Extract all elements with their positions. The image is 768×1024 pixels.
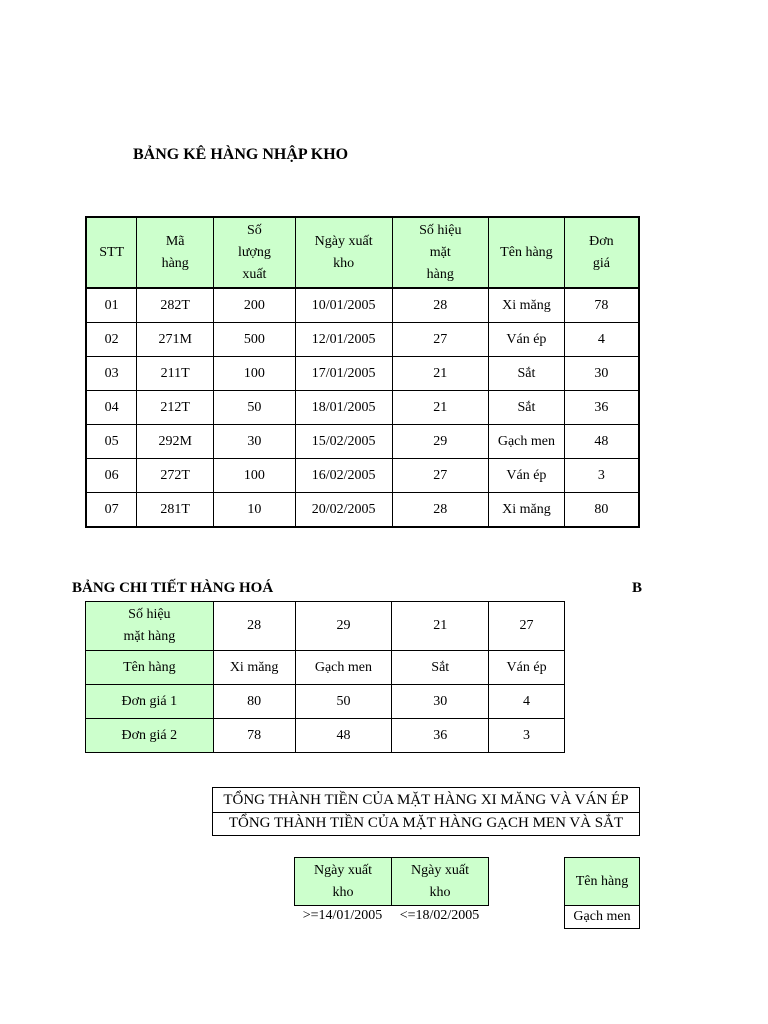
detail-cell: 48 bbox=[295, 719, 392, 753]
detail-cell: 78 bbox=[213, 719, 295, 753]
main-header-cell bbox=[564, 217, 639, 288]
main-cell: Xi măng bbox=[489, 493, 565, 528]
main-cell: 21 bbox=[392, 391, 489, 425]
stock-import-table bbox=[85, 216, 640, 528]
main-cell: 100 bbox=[214, 459, 296, 493]
detail-cell: 3 bbox=[489, 719, 565, 753]
main-table-header-row bbox=[86, 217, 639, 288]
detail-cell: 21 bbox=[392, 602, 489, 651]
main-cell: 211T bbox=[137, 357, 214, 391]
main-cell: Sắt bbox=[489, 357, 565, 391]
name-criteria-value: Gạch men bbox=[565, 906, 640, 929]
main-header-line: Mã bbox=[165, 233, 185, 249]
detail-cell: Xi măng bbox=[213, 651, 295, 685]
detail-header-line: mặt hàng bbox=[123, 629, 176, 644]
main-cell: 292M bbox=[137, 425, 214, 459]
main-header-cell bbox=[295, 217, 392, 288]
main-cell: 78 bbox=[564, 288, 639, 323]
main-cell: 06 bbox=[86, 459, 137, 493]
detail-row bbox=[86, 602, 565, 651]
detail-cell: 28 bbox=[213, 602, 295, 651]
main-header-line: Số bbox=[246, 222, 262, 238]
detail-cell: 80 bbox=[213, 685, 295, 719]
detail-cell: 27 bbox=[489, 602, 565, 651]
total-gach-men-sat: TỔNG THÀNH TIỀN CỦA MẶT HÀNG GẠCH MEN VÀ SẮT bbox=[212, 811, 640, 836]
detail-header-line: Đơn giá 1 bbox=[121, 693, 178, 709]
detail-header-cell bbox=[86, 602, 214, 651]
table-row bbox=[86, 391, 639, 425]
main-cell: Ván ép bbox=[489, 459, 565, 493]
main-cell: 30 bbox=[564, 357, 639, 391]
date-criteria-header-row bbox=[295, 858, 489, 906]
date-to-value: <=18/02/2005 bbox=[399, 908, 480, 923]
date-from-value: >=14/01/2005 bbox=[302, 908, 383, 923]
main-header-line: mặt bbox=[429, 244, 451, 260]
main-cell: 100 bbox=[214, 357, 296, 391]
main-cell: 16/02/2005 bbox=[295, 459, 392, 493]
detail-header-line: Đơn giá 2 bbox=[121, 727, 178, 743]
table-row bbox=[86, 459, 639, 493]
main-header-line: Số hiệu bbox=[419, 222, 462, 238]
date-to-header bbox=[392, 858, 489, 906]
name-criteria-header: Tên hàng bbox=[565, 858, 640, 906]
main-header-line: giá bbox=[592, 255, 610, 271]
main-cell: 21 bbox=[392, 357, 489, 391]
detail-header-cell bbox=[86, 719, 214, 753]
table-row bbox=[86, 357, 639, 391]
main-cell: 281T bbox=[137, 493, 214, 528]
detail-cell: Ván ép bbox=[489, 651, 565, 685]
main-cell: 27 bbox=[392, 323, 489, 357]
main-header-line: Tên hàng bbox=[500, 244, 553, 260]
date-from-header-line-2: kho bbox=[332, 884, 354, 900]
main-cell: 12/01/2005 bbox=[295, 323, 392, 357]
main-cell: 36 bbox=[564, 391, 639, 425]
table-row bbox=[86, 425, 639, 459]
main-cell: 50 bbox=[214, 391, 296, 425]
main-cell: 29 bbox=[392, 425, 489, 459]
total-xi-mang-van-ep: TỔNG THÀNH TIỀN CỦA MẶT HÀNG XI MĂNG VÀ VÁN ÉP bbox=[212, 787, 640, 813]
main-cell: 07 bbox=[86, 493, 137, 528]
main-cell: 10 bbox=[214, 493, 296, 528]
main-cell: 3 bbox=[564, 459, 639, 493]
main-header-line: Ngày xuất bbox=[314, 233, 373, 249]
main-table-title: BẢNG KÊ HÀNG NHẬP KHO bbox=[133, 146, 349, 163]
date-to-header-line-2: kho bbox=[429, 884, 451, 900]
detail-row bbox=[86, 719, 565, 753]
main-header-line: xuất bbox=[242, 266, 267, 282]
detail-cell: 50 bbox=[295, 685, 392, 719]
detail-header-line: Số hiệu bbox=[128, 607, 171, 622]
detail-table-title: BẢNG CHI TIẾT HÀNG HOÁ bbox=[72, 580, 274, 596]
detail-cell: Gạch men bbox=[295, 651, 392, 685]
detail-header-cell bbox=[86, 685, 214, 719]
main-header-cell bbox=[392, 217, 489, 288]
main-header-cell bbox=[489, 217, 565, 288]
main-cell: 28 bbox=[392, 288, 489, 323]
main-cell: 17/01/2005 bbox=[295, 357, 392, 391]
date-from-header bbox=[295, 858, 392, 906]
main-cell: 15/02/2005 bbox=[295, 425, 392, 459]
name-criteria-table bbox=[564, 857, 640, 929]
main-cell: 28 bbox=[392, 493, 489, 528]
main-cell: 27 bbox=[392, 459, 489, 493]
detail-row bbox=[86, 651, 565, 685]
main-cell: 282T bbox=[137, 288, 214, 323]
main-header-line: hàng bbox=[426, 266, 454, 282]
main-header-line: lượng bbox=[237, 244, 271, 260]
main-cell: Ván ép bbox=[489, 323, 565, 357]
main-header-cell bbox=[137, 217, 214, 288]
main-cell: 4 bbox=[564, 323, 639, 357]
main-cell: 30 bbox=[214, 425, 296, 459]
main-cell: Xi măng bbox=[489, 288, 565, 323]
main-header-line: Đơn bbox=[589, 233, 614, 249]
main-header-line: kho bbox=[333, 255, 355, 271]
detail-row bbox=[86, 685, 565, 719]
main-header-line: hàng bbox=[161, 255, 189, 271]
main-cell: 05 bbox=[86, 425, 137, 459]
main-cell: Sắt bbox=[489, 391, 565, 425]
goods-detail-table bbox=[85, 601, 565, 753]
detail-cell: 36 bbox=[392, 719, 489, 753]
main-cell: 03 bbox=[86, 357, 137, 391]
main-cell: 80 bbox=[564, 493, 639, 528]
main-cell: 18/01/2005 bbox=[295, 391, 392, 425]
main-header-cell bbox=[214, 217, 296, 288]
detail-cell: Sắt bbox=[392, 651, 489, 685]
main-header-line: STT bbox=[99, 244, 125, 260]
date-from-header-line-1: Ngày xuất bbox=[314, 862, 372, 878]
main-cell: 04 bbox=[86, 391, 137, 425]
main-cell: Gạch men bbox=[489, 425, 565, 459]
detail-header-line: Tên hàng bbox=[123, 659, 176, 675]
detail-table-suffix: B bbox=[632, 580, 643, 596]
detail-cell: 30 bbox=[392, 685, 489, 719]
table-row bbox=[86, 323, 639, 357]
table-row bbox=[86, 288, 639, 323]
main-cell: 10/01/2005 bbox=[295, 288, 392, 323]
detail-cell: 4 bbox=[489, 685, 565, 719]
main-cell: 01 bbox=[86, 288, 137, 323]
date-criteria-table bbox=[294, 857, 489, 906]
detail-cell: 29 bbox=[295, 602, 392, 651]
main-cell: 20/02/2005 bbox=[295, 493, 392, 528]
main-cell: 271M bbox=[137, 323, 214, 357]
main-cell: 200 bbox=[214, 288, 296, 323]
table-row bbox=[86, 493, 639, 528]
main-cell: 500 bbox=[214, 323, 296, 357]
main-header-cell bbox=[86, 217, 137, 288]
date-to-header-line-1: Ngày xuất bbox=[411, 862, 469, 878]
main-cell: 212T bbox=[137, 391, 214, 425]
main-cell: 272T bbox=[137, 459, 214, 493]
detail-header-cell bbox=[86, 651, 214, 685]
main-cell: 02 bbox=[86, 323, 137, 357]
main-cell: 48 bbox=[564, 425, 639, 459]
